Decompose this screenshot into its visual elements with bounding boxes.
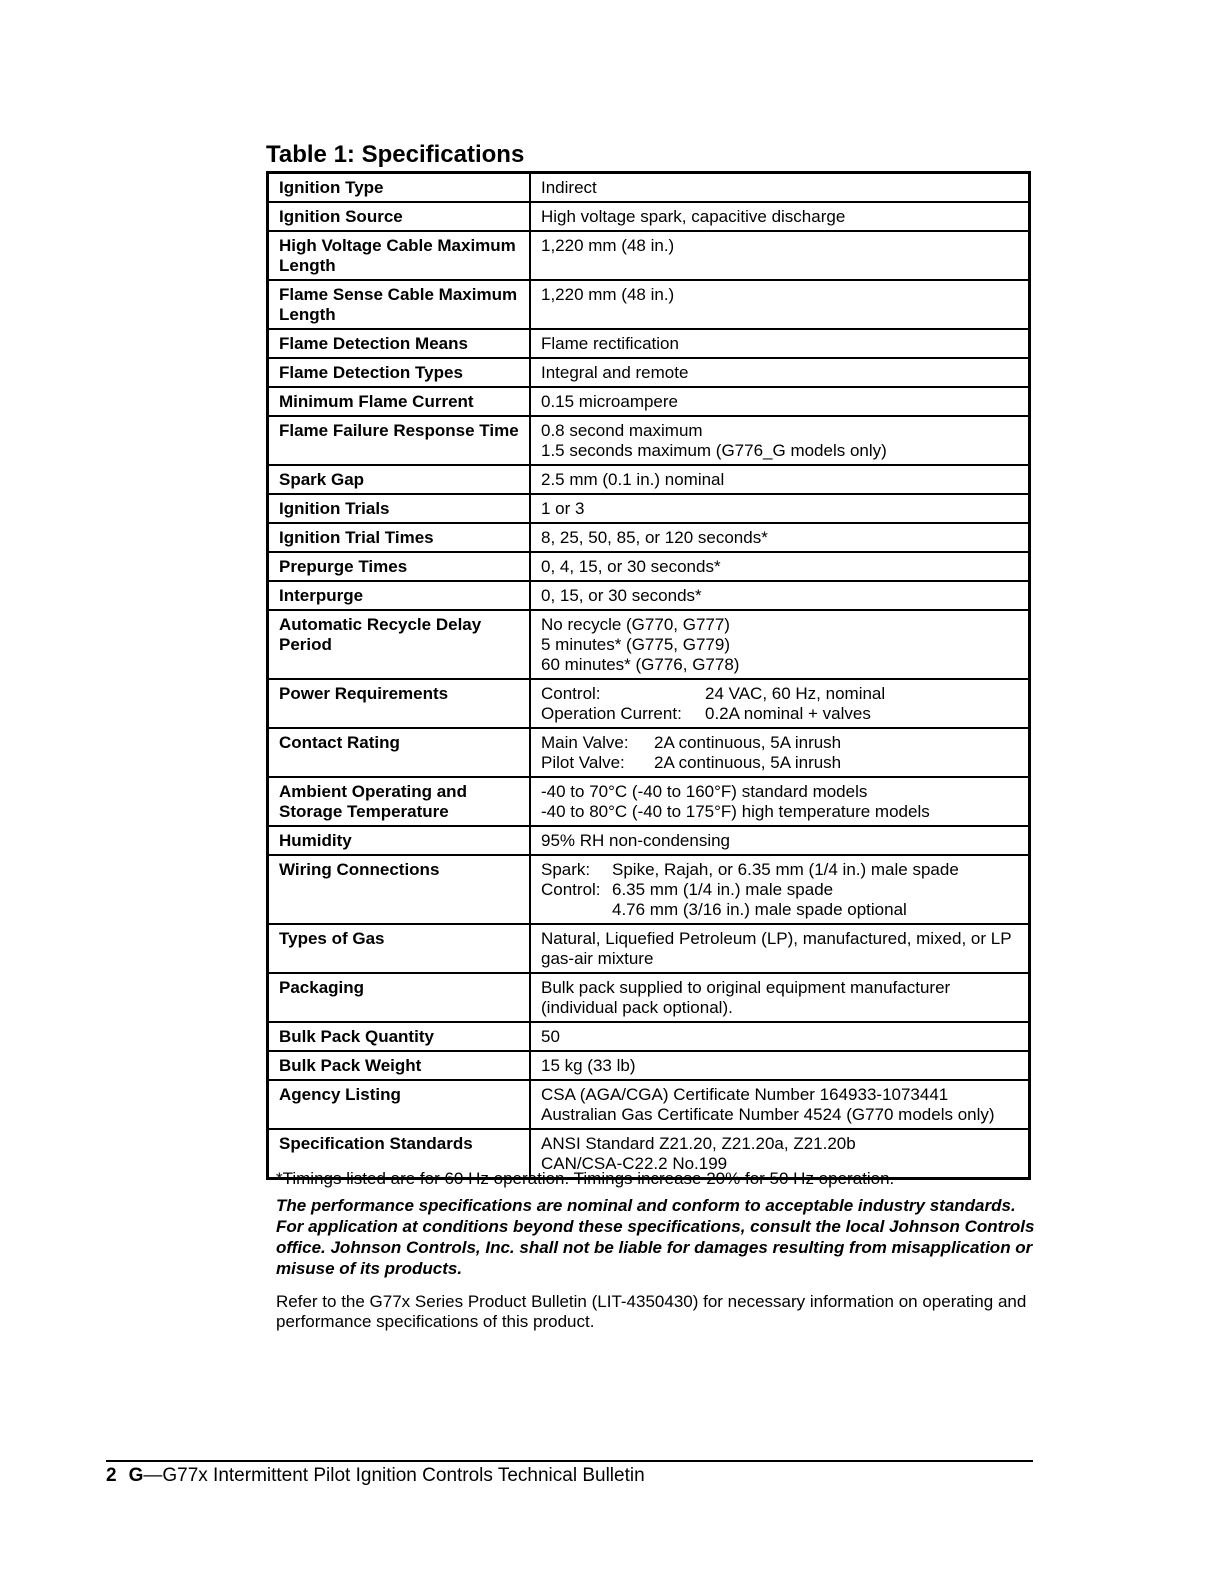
spec-label: Flame Detection Means (279, 334, 468, 353)
spec-value-cell (530, 826, 1030, 855)
table-title: Table 1: Specifications (266, 141, 525, 168)
spec-label: Automatic Recycle Delay Period (279, 615, 482, 654)
table-row (268, 973, 1030, 1022)
spec-value-line: -40 to 80°C (-40 to 175°F) high temperature models (541, 802, 930, 821)
spec-value-line: High voltage spark, capacitive discharge (541, 207, 846, 226)
spec-label: Power Requirements (279, 684, 449, 703)
spec-value-pair (541, 880, 1018, 900)
spec-label: Flame Sense Cable Maximum Length (279, 285, 518, 324)
spec-label: Specification Standards (279, 1134, 473, 1153)
table-row (268, 523, 1030, 552)
spec-value-cell (530, 416, 1030, 465)
spec-label: Interpurge (279, 586, 364, 605)
table-row (268, 610, 1030, 679)
spec-value-cell (530, 494, 1030, 523)
spec-value-line: 0, 4, 15, or 30 seconds* (541, 557, 721, 576)
spec-label-cell (268, 231, 531, 280)
spec-label: Ignition Source (279, 207, 403, 226)
table-row (268, 202, 1030, 231)
spec-value-key: Pilot Valve: (541, 753, 625, 772)
spec-value-cell (530, 523, 1030, 552)
spec-value-line: 1 or 3 (541, 499, 585, 518)
spec-value-line: 60 minutes* (G776, G778) (541, 655, 740, 674)
table-row (268, 826, 1030, 855)
spec-value-line: CAN/CSA-C22.2 No.199 (541, 1154, 728, 1173)
spec-label: Bulk Pack Quantity (279, 1027, 434, 1046)
table-row (268, 855, 1030, 924)
table-row (268, 1022, 1030, 1051)
spec-value-line: Natural, Liquefied Petroleum (LP), manufactured, mixed, or LP gas-air mixture (541, 929, 1012, 968)
notes-section (276, 1168, 1036, 1332)
spec-value-key: Control: (541, 684, 601, 703)
spec-label-cell (268, 552, 531, 581)
spec-value-cell (530, 679, 1030, 728)
spec-value-cell (530, 173, 1030, 203)
spec-label: Contact Rating (279, 733, 400, 752)
spec-label: Ignition Trials (279, 499, 390, 518)
spec-label: Types of Gas (279, 929, 385, 948)
spec-label-cell (268, 329, 531, 358)
spec-label-cell (268, 581, 531, 610)
table-row (268, 581, 1030, 610)
spec-label-cell (268, 1022, 531, 1051)
spec-value-line: 15 kg (33 lb) (541, 1056, 636, 1075)
table-row (268, 465, 1030, 494)
spec-value-text: 4.76 mm (3/16 in.) male spade optional (612, 900, 907, 919)
spec-value-cell (530, 728, 1030, 777)
spec-label: Spark Gap (279, 470, 365, 489)
spec-value-text: 6.35 mm (1/4 in.) male spade (612, 880, 834, 899)
spec-value-text: Spike, Rajah, or 6.35 mm (1/4 in.) male spade (612, 860, 959, 879)
spec-value-cell (530, 855, 1030, 924)
spec-value-line: Indirect (541, 178, 597, 197)
footer-divider (106, 1460, 1033, 1462)
spec-label-cell (268, 1051, 531, 1080)
spec-label-cell (268, 777, 531, 826)
table-row (268, 280, 1030, 329)
spec-label-cell (268, 679, 531, 728)
spec-value-pair (541, 753, 1018, 773)
footer-document-title: —G77x Intermittent Pilot Ignition Controls Technical Bulletin (143, 1465, 645, 1486)
spec-value-line: 1,220 mm (48 in.) (541, 285, 675, 304)
spec-label-cell (268, 610, 531, 679)
table-row (268, 358, 1030, 387)
table-row (268, 494, 1030, 523)
spec-value-pair (541, 704, 1018, 724)
spec-label-cell (268, 855, 531, 924)
spec-value-key (541, 900, 612, 920)
spec-label-cell (268, 728, 531, 777)
spec-value-text: 0.2A nominal + valves (705, 704, 871, 723)
spec-label: Flame Detection Types (279, 363, 463, 382)
table-row (268, 552, 1030, 581)
table-row (268, 173, 1030, 203)
spec-value-line: ANSI Standard Z21.20, Z21.20a, Z21.20b (541, 1134, 856, 1153)
spec-value-cell (530, 552, 1030, 581)
spec-value-text: 2A continuous, 5A inrush (654, 733, 842, 752)
spec-label: Wiring Connections (279, 860, 440, 879)
table-row (268, 1080, 1030, 1129)
spec-label: High Voltage Cable Maximum Length (279, 236, 516, 275)
table-row (268, 387, 1030, 416)
spec-label-cell (268, 387, 531, 416)
spec-value-pair (541, 860, 1018, 880)
spec-label: Humidity (279, 831, 352, 850)
spec-value-cell (530, 610, 1030, 679)
table-row (268, 416, 1030, 465)
spec-label-cell (268, 465, 531, 494)
spec-value-line: 5 minutes* (G775, G779) (541, 635, 730, 654)
spec-value-line: 0.15 microampere (541, 392, 679, 411)
spec-value-line: -40 to 70°C (-40 to 160°F) standard models (541, 782, 868, 801)
table-row (268, 1051, 1030, 1080)
spec-value-line: No recycle (G770, G777) (541, 615, 730, 634)
spec-value-line: Bulk pack supplied to original equipment manufacturer (individual pack optional). (541, 978, 951, 1017)
footer-product-letter: G (128, 1465, 144, 1486)
spec-label: Ignition Trial Times (279, 528, 434, 547)
spec-label-cell (268, 358, 531, 387)
specifications-table-body (268, 173, 1030, 1179)
spec-value-cell (530, 231, 1030, 280)
spec-label-cell (268, 924, 531, 973)
table-row (268, 728, 1030, 777)
spec-label: Bulk Pack Weight (279, 1056, 422, 1075)
spec-value-key: Main Valve: (541, 733, 629, 752)
spec-label: Ambient Operating and Storage Temperature (279, 782, 467, 821)
spec-label-cell (268, 523, 531, 552)
spec-value-cell (530, 1051, 1030, 1080)
spec-label-cell (268, 1080, 531, 1129)
timing-footnote: *Timings listed are for 60 Hz operation. Timings increase 20% for 50 Hz operation. (276, 1169, 895, 1188)
spec-value-cell (530, 280, 1030, 329)
table-row (268, 777, 1030, 826)
spec-value-pair (541, 900, 1018, 920)
spec-label-cell (268, 416, 531, 465)
spec-value-line: 95% RH non-condensing (541, 831, 731, 850)
spec-value-cell (530, 581, 1030, 610)
spec-value-cell (530, 777, 1030, 826)
spec-value-line: 50 (541, 1027, 560, 1046)
specifications-table (266, 171, 1031, 1180)
table-row (268, 679, 1030, 728)
spec-value-key: Spark: (541, 860, 591, 879)
table-row (268, 924, 1030, 973)
spec-label: Packaging (279, 978, 365, 997)
table-row (268, 231, 1030, 280)
spec-label: Flame Failure Response Time (279, 421, 519, 440)
spec-value-line: 1,220 mm (48 in.) (541, 236, 675, 255)
spec-label-cell (268, 494, 531, 523)
spec-value-cell (530, 387, 1030, 416)
spec-label-cell (268, 826, 531, 855)
product-bulletin-reference: Refer to the G77x Series Product Bulletin (LIT-4350430) for necessary information on operating and performance specifications of this product. (276, 1292, 1027, 1331)
spec-value-text: 24 VAC, 60 Hz, nominal (705, 684, 886, 703)
spec-value-text: 2A continuous, 5A inrush (654, 753, 842, 772)
spec-label: Prepurge Times (279, 557, 408, 576)
spec-label-cell (268, 280, 531, 329)
page-number: 2 (106, 1465, 117, 1486)
spec-value-pair (541, 684, 1018, 704)
spec-label-cell (268, 173, 531, 203)
spec-value-key: Operation Current: (541, 704, 682, 723)
spec-label: Agency Listing (279, 1085, 401, 1104)
spec-value-line: 1.5 seconds maximum (G776_G models only) (541, 441, 887, 460)
page-footer (106, 1465, 645, 1487)
spec-value-line: CSA (AGA/CGA) Certificate Number 164933-1073441 (541, 1085, 949, 1104)
spec-value-line: Flame rectification (541, 334, 679, 353)
spec-value-line: Integral and remote (541, 363, 689, 382)
table-row (268, 329, 1030, 358)
spec-value-cell (530, 358, 1030, 387)
spec-value-line: Australian Gas Certificate Number 4524 (G770 models only) (541, 1105, 995, 1124)
spec-value-line: 0, 15, or 30 seconds* (541, 586, 702, 605)
spec-value-line: 0.8 second maximum (541, 421, 703, 440)
spec-value-key: Control: (541, 880, 601, 899)
spec-value-cell (530, 924, 1030, 973)
spec-value-line: 2.5 mm (0.1 in.) nominal (541, 470, 725, 489)
spec-value-cell (530, 329, 1030, 358)
spec-value-pair (541, 733, 1018, 753)
spec-value-cell (530, 973, 1030, 1022)
spec-value-cell (530, 1080, 1030, 1129)
spec-label-cell (268, 202, 531, 231)
spec-label-cell (268, 973, 531, 1022)
spec-label: Minimum Flame Current (279, 392, 474, 411)
spec-value-cell (530, 1022, 1030, 1051)
spec-value-cell (530, 202, 1030, 231)
spec-value-line: 8, 25, 50, 85, or 120 seconds* (541, 528, 768, 547)
spec-value-cell (530, 465, 1030, 494)
spec-label: Ignition Type (279, 178, 384, 197)
performance-disclaimer: The performance specifications are nominal and conform to acceptable industry standards. For application at conditions beyond these specifications, consult the local Johnson Controls office. Johnson Controls, Inc. shall not be liable for damages resulting from misapplication or misuse of its products. (276, 1196, 1035, 1278)
